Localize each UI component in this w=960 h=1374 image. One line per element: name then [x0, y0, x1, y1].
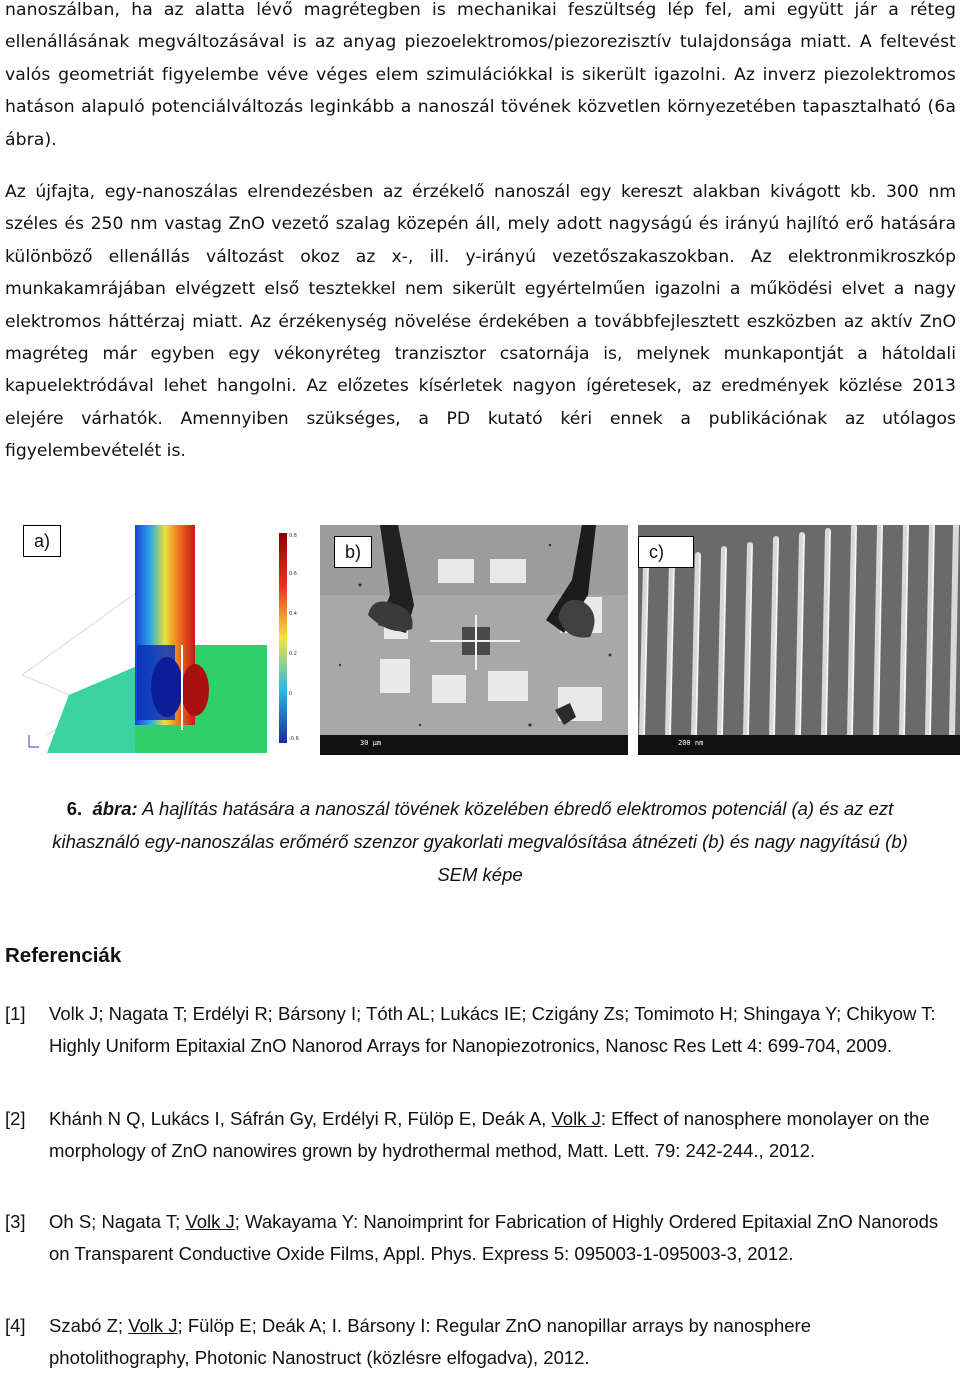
svg-text:0.8: 0.8 [289, 533, 297, 539]
reference-item [5, 1310, 956, 1374]
panel-label-b: b) [334, 536, 372, 568]
svg-text:0.4: 0.4 [289, 611, 297, 617]
fem-simulation-image [17, 525, 309, 755]
author-link: Volk J [128, 1315, 178, 1336]
reference-text: Khánh N Q, Lukács I, Sáfrán Gy, Erdélyi R, Fülöp E, Deák A, Volk J: Effect of nanosphere monolayer on the morphology of ZnO nanowires grown by hydrothermal method, Matt. Lett. 79: 242-244., 2012. [49, 1108, 930, 1162]
reference-number: [2] [5, 1108, 26, 1129]
svg-text:0.2: 0.2 [289, 651, 297, 657]
svg-text:-0.6: -0.6 [289, 736, 299, 742]
caption-text: A hajlítás hatására a nanoszál tövének közelében ébredő elektromos potenciál (a) és az ezt kihasználó egy-nanoszálas erőmérő szenzor gyakorlati megvalósítása átnézeti (b) és nagy nagyítású (b) SEM képe [52, 798, 908, 885]
figure-6 [17, 525, 947, 755]
reference-item [5, 998, 956, 1062]
reference-text: Szabó Z; Volk J; Fülöp E; Deák A; I. Bársony I: Regular ZnO nanopillar arrays by nanosphere photolithography, Photonic Nanostruct (közlésre elfogadva), 2012. [49, 1315, 811, 1369]
reference-item [5, 1206, 956, 1270]
caption-label: ábra: [92, 798, 138, 819]
reference-text: Oh S; Nagata T; Volk J; Wakayama Y: Nanoimprint for Fabrication of Highly Ordered Epitaxial ZnO Nanorods on Transparent Conductive Oxide Films, Appl. Phys. Express 5: 095003-1-095003-3, 2012. [49, 1211, 939, 1265]
reference-text: Volk J; Nagata T; Erdélyi R; Bársony I; Tóth AL; Lukács IE; Czigány Zs; Tomimoto H; Shingaya Y; Chikyow T: Highly Uniform Epitaxial ZnO Nanorod Arrays for Nanopiezotronics, Nanosc Res Lett 4: 699-704, 2009. [49, 1003, 936, 1057]
panel-label-c: c) [638, 536, 694, 568]
svg-text:0.6: 0.6 [289, 571, 297, 577]
scalebar-b: 30 µm [360, 739, 382, 747]
body-paragraph [5, 176, 956, 468]
scalebar-c: 200 nm [678, 739, 704, 747]
figure-caption [40, 792, 920, 891]
svg-text:0: 0 [289, 691, 293, 697]
caption-number: 6. [66, 798, 83, 819]
reference-number: [4] [5, 1315, 26, 1336]
references-heading: Referenciák [5, 944, 122, 967]
body-paragraph-lead: Az újfajta, egy-nanoszálas elrendezésben az érzékelő nanoszál egy kereszt alakban kivágott kb. [5, 182, 877, 202]
figure-panel-c [638, 525, 960, 755]
author-link: Volk J [551, 1108, 601, 1129]
panel-label-a: a) [23, 525, 61, 557]
reference-number: [1] [5, 1003, 26, 1024]
sem-info-bar-c [638, 735, 960, 755]
figure-panel-a [17, 525, 309, 755]
figure-panel-b [320, 525, 628, 755]
author-link: Volk J [185, 1211, 235, 1232]
reference-item [5, 1103, 956, 1167]
body-paragraph-rest: 300 nm széles és 250 nm vastag ZnO vezető szalag közepén áll, mely adott nagyságú és irányú hajlító erő hatására különböző ellenállás változást okoz az x-, ill. y-irányú vezetőszakaszokban. Az elektronmikroszkóp munkakamrájában elvégzett első tesztekkel nem sikerült egyértelműen igazolni a működési elvet a nagy elektromos háttérzaj miatt. Az érzékenység növelése érdekében a továbbfejlesztett eszközben az aktív ZnO magréteg már egyben egy vékonyréteg tranzisztor csatornája is, melynek munkapontját a hátoldali kapuelektródával lehet hangolni. Az előzetes kísérletek nagyon ígéretesek, az eredmények közlése 2013 elejére várhatók. Amennyiben szükséges, a PD kutató kéri ennek a publikációnak az utólagos figyelembevételét is. [5, 182, 956, 462]
sem-info-bar-b [320, 735, 628, 755]
reference-number: [3] [5, 1211, 26, 1232]
intro-paragraph: nanoszálban, ha az alatta lévő magrétegben is mechanikai feszültség lép fel, ami együtt jár a réteg ellenállásának megváltozásával is az anyag piezoelektromos/piezorezisztív tulajdonsága miatt. A feltevést valós geometriát figyelembe véve véges elem szimulációkkal is sikerült igazolni. Az inverz piezolektromos hatáson alapuló potenciálváltozás leginkább a nanoszál tövének közvetlen környezetében tapasztalható (6a ábra). [5, 0, 956, 150]
